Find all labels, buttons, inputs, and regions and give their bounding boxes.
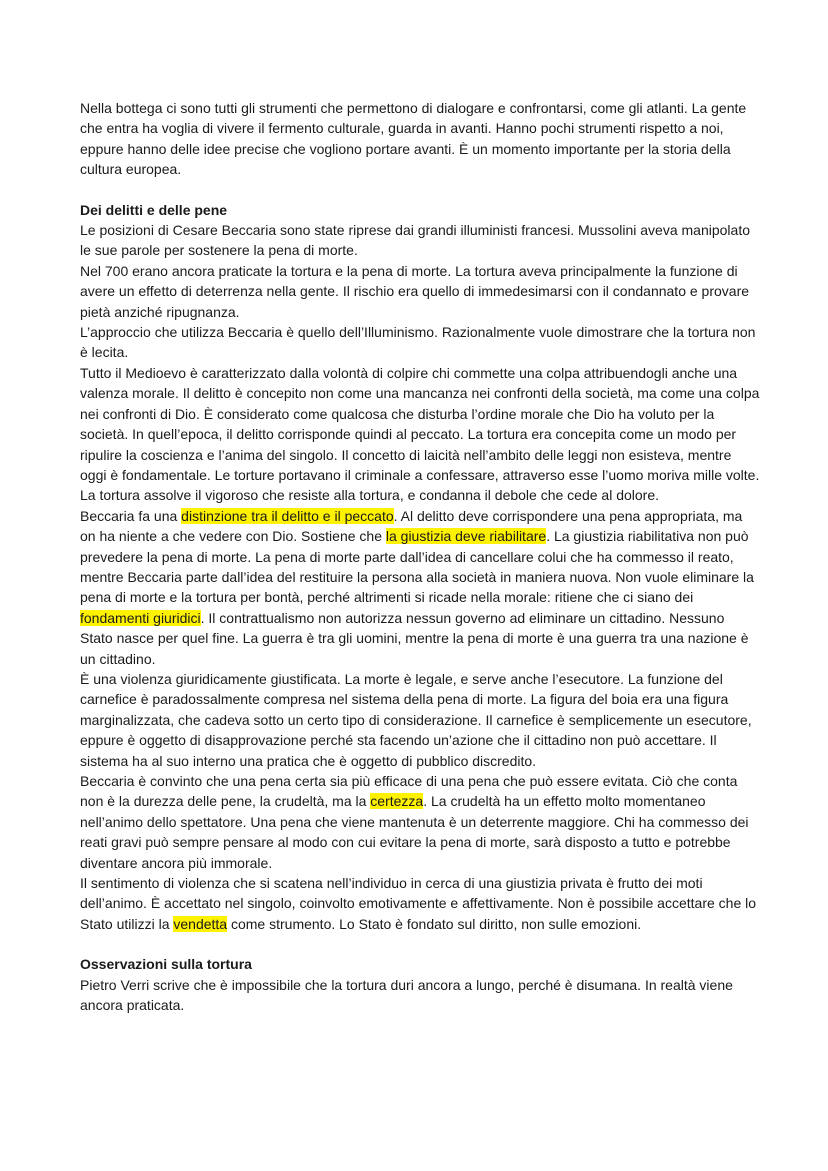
- text-run: . La crudeltà ha un effetto molto momentaneo nell’animo dello spettatore. Una pena che viene mantenuta è un deterrente maggiore. Chi ha commesso dei reati gravi può sempre pensare al modo con cui evitare la pena di morte, sarà disposto a tutto e potrebbe diventare ancora più immorale.: [80, 793, 749, 871]
- paragraph-illuminism-approach: L’approccio che utilizza Beccaria è quello dell’Illuminismo. Razionalmente vuole dimostrare che la tortura non è lecita.: [80, 324, 756, 361]
- highlight-fondamenti: fondamenti giuridici: [80, 609, 201, 626]
- highlight-giustizia: la giustizia deve riabilitare: [385, 528, 547, 545]
- section-heading-delitti: Dei delitti e delle pene: [80, 201, 228, 218]
- paragraph-violence: È una violenza giuridicamente giustificata. La morte è legale, e serve anche l’esecutore. La funzione del carnefice è paradossalmente compresa nel sistema della pena di morte. La figura del boia era una figura marginalizzata, che cadeva sotto un certo tipo di considerazione. Il carnefice è semplicemente un esecutore, eppure è oggetto di disapprovazione perché sta facendo un’azione che il cittadino non può accettare. Il sistema ha al suo interno una pratica che è oggetto di pubblico discredito.: [80, 670, 752, 769]
- highlight-vendetta: vendetta: [173, 915, 228, 932]
- paragraph-spacer: [80, 180, 760, 200]
- text-run: Beccaria è convinto che una pena certa sia più efficace di una pena che può essere evitata. Ciò che conta non è la durezza delle pene, la crudeltà, ma la: [80, 773, 738, 810]
- text-run: . La giustizia riabilitativa non può prevedere la pena di morte. La pena di morte parte dall’idea di cancellare colui che ha commesso il reato, mentre Beccaria parte dall’idea del restituire la persona alla società in maniera nuova. Non vuole eliminare la pena di morte e la tortura per bontà, perché altrimenti si ricade nella morale: ritiene che ci siano dei: [80, 528, 754, 606]
- text-run: . Al delitto deve corrispondere una pena appropriata, ma on ha niente a che vedere con Dio. Sostiene che: [80, 507, 743, 545]
- paragraph-distinction: [80, 506, 760, 669]
- intro-paragraph: Nella bottega ci sono tutti gli strumenti che permettono di dialogare e confrontarsi, come gli atlanti. La gente che entra ha voglia di vivere il fermento culturale, guarda in avanti. Hanno pochi strumenti rispetto a noi, eppure hanno delle idee precise che vogliono portare avanti. È un momento importante per la storia della cultura europea.: [80, 100, 747, 178]
- text-run: come strumento. Lo Stato è fondato sul diritto, non sulle emozioni.: [227, 915, 642, 932]
- text-run: Beccaria fa una: [80, 507, 182, 524]
- paragraph-medioevo: Tutto il Medioevo è caratterizzato dalla volontà di colpire chi commette una colpa attribuendogli anche una valenza morale. Il delitto è concepito non come una mancanza nei confronti della società, ma come una colpa nei confronti di Dio. È considerato come qualcosa che disturba l’ordine morale che Dio ha voluto per la società. In quell’epoca, il delitto corrisponde quindi al peccato. La tortura era concepita come un modo per ripulire la coscienza e l’anima del singolo. Il concetto di laicità nell’ambito delle leggi non esisteva, mentre oggi è fondamentale. Le torture portavano il criminale a confessare, attraverso esse l’uomo moriva mille volte. La tortura assolve il vigoroso che resiste alla tortura, e condanna il debole che cede al dolore.: [80, 364, 760, 504]
- highlight-certezza: certezza: [370, 793, 424, 810]
- section-heading-tortura: Osservazioni sulla tortura: [80, 956, 252, 973]
- document-page: [80, 98, 760, 1015]
- paragraph-verri: Pietro Verri scrive che è impossibile che la tortura duri ancora a lungo, perché è disumana. In realtà viene ancora praticata.: [80, 976, 733, 1014]
- paragraph-certainty: [80, 771, 760, 873]
- text-run: . Il contrattualismo non autorizza nessun governo ad eliminare un cittadino. Nessuno Stato nasce per quel fine. La guerra è tra gli uomini, mentre la pena di morte è una guerra tra una nazione è un cittadino.: [80, 609, 749, 667]
- paragraph-700-torture: Nel 700 erano ancora praticate la tortura e la pena di morte. La tortura aveva principalmente la funzione di avere un effetto di deterrenza nella gente. Il rischio era quello di immedesimarsi con il condannato e provare pietà anziché ripugnanza.: [80, 262, 750, 320]
- highlight-distinzione: distinzione tra il delitto e il peccato: [181, 507, 394, 524]
- paragraph-vendetta: [80, 873, 760, 934]
- text-run: Il sentimento di violenza che si scatena nell’individuo in cerca di una giustizia privata è frutto dei moti dell’animo. È accettato nel singolo, coinvolto emotivamente e affettivamente. Non è possibile accettare che lo Stato utilizzi la: [80, 875, 757, 932]
- paragraph-beccaria-positions: Le posizioni di Cesare Beccaria sono state riprese dai grandi illuministi francesi. Mussolini aveva manipolato le sue parole per sostenere la pena di morte.: [80, 222, 750, 259]
- paragraph-spacer: [80, 934, 760, 954]
